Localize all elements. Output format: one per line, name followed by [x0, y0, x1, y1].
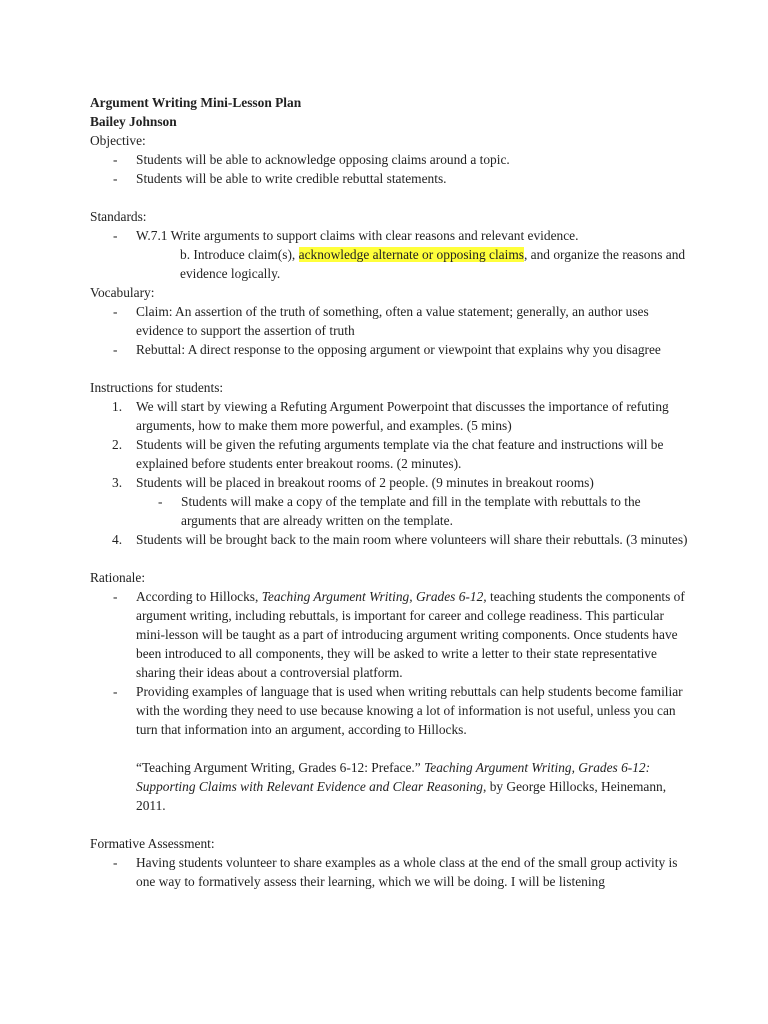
rationale-heading: Rationale: — [90, 570, 146, 585]
rationale-item2-text: Providing examples of language that is used when writing rebuttals can help students become familiar with the wording they need to use because knowing a lot of information is not useful, unless you can turn that information into an argument, according to Hillocks. — [136, 684, 683, 737]
author-name: Bailey Johnson — [90, 114, 177, 129]
citation-after: , by George Hillocks, Heinemann, 2011. — [136, 779, 667, 813]
document-body — [90, 93, 690, 891]
dash-marker: - — [113, 342, 118, 357]
standards-item-text: W.7.1 Write arguments to support claims with clear reasons and relevant evidence. — [136, 228, 579, 243]
instructions-heading: Instructions for students: — [90, 380, 224, 395]
standards-sub-after: , and organize the reasons and evidence logically. — [180, 247, 686, 281]
vocabulary-heading: Vocabulary: — [90, 285, 155, 300]
instruction-step — [90, 473, 690, 492]
dash-marker: - — [113, 228, 118, 243]
rationale-item — [90, 682, 690, 739]
highlighted-text: acknowledge alternate or opposing claims — [298, 247, 524, 262]
objective-item — [90, 169, 690, 188]
rationale-item1-before: According to Hillocks, — [136, 589, 262, 604]
vocabulary-item — [90, 340, 690, 359]
dash-marker: - — [158, 494, 163, 509]
objective-item-text: Students will be able to write credible rebuttal statements. — [136, 171, 447, 186]
standards-sub-before: b. Introduce claim(s), — [180, 247, 299, 262]
instruction-step — [90, 530, 690, 549]
step-number: 3. — [112, 475, 123, 490]
vocabulary-item — [90, 302, 690, 340]
objective-heading: Objective: — [90, 133, 146, 148]
instruction-substep — [90, 492, 690, 530]
step-number: 2. — [112, 437, 123, 452]
citation-before: “Teaching Argument Writing, Grades 6-12: Preface.” — [136, 760, 425, 775]
dash-marker: - — [113, 152, 118, 167]
standards-heading: Standards: — [90, 209, 147, 224]
formative-item — [90, 853, 690, 891]
rationale-item — [90, 587, 690, 682]
standards-item — [90, 226, 690, 245]
rationale-item1-after: teaching students the components of argument writing, including rebuttals, is important for career and college readiness. This particular mini-lesson will be taught as a part of introducing argument writing components. Once students have been introduced to all components, they will be asked to write a letter to their state representative sharing their ideas about a controversial platform. — [136, 589, 685, 680]
standards-subitem — [90, 245, 690, 283]
step-number: 4. — [112, 532, 123, 547]
step-number: 1. — [112, 399, 123, 414]
formative-item-text: Having students volunteer to share examples as a whole class at the end of the small group activity is one way to formatively assess their learning, which we will be doing. I will be listening — [136, 855, 678, 889]
objective-item — [90, 150, 690, 169]
dash-marker: - — [113, 589, 118, 604]
vocabulary-item-text: Claim: An assertion of the truth of something, often a value statement; generally, an author uses evidence to support the assertion of truth — [136, 304, 649, 338]
rationale-book-title: Teaching Argument Writing, Grades 6-12, — [261, 589, 487, 604]
instruction-step — [90, 397, 690, 435]
dash-marker: - — [113, 304, 118, 319]
citation — [90, 758, 690, 815]
instruction-step-text: Students will be given the refuting arguments template via the chat feature and instructions will be explained before students enter breakout rooms. (2 minutes). — [136, 437, 664, 471]
instruction-step-text: Students will be placed in breakout rooms of 2 people. (9 minutes in breakout rooms) — [136, 475, 594, 490]
vocabulary-item-text: Rebuttal: A direct response to the opposing argument or viewpoint that explains why you disagree — [136, 342, 661, 357]
formative-heading: Formative Assessment: — [90, 836, 215, 851]
dash-marker: - — [113, 171, 118, 186]
instruction-step-text: We will start by viewing a Refuting Argument Powerpoint that discusses the importance of refuting arguments, how to make them more powerful, and examples. (5 mins) — [136, 399, 669, 433]
instruction-step — [90, 435, 690, 473]
objective-item-text: Students will be able to acknowledge opposing claims around a topic. — [136, 152, 510, 167]
dash-marker: - — [113, 684, 118, 699]
dash-marker: - — [113, 855, 118, 870]
instruction-step-text: Students will be brought back to the main room where volunteers will share their rebuttals. (3 minutes) — [136, 532, 688, 547]
document-title: Argument Writing Mini-Lesson Plan — [90, 95, 302, 110]
citation-book-title: Teaching Argument Writing, Grades 6-12: Supporting Claims with Relevant Evidence and Clear Reasoning — [136, 760, 651, 794]
instruction-substep-text: Students will make a copy of the template and fill in the template with rebuttals to the arguments that are already written on the template. — [181, 494, 641, 528]
